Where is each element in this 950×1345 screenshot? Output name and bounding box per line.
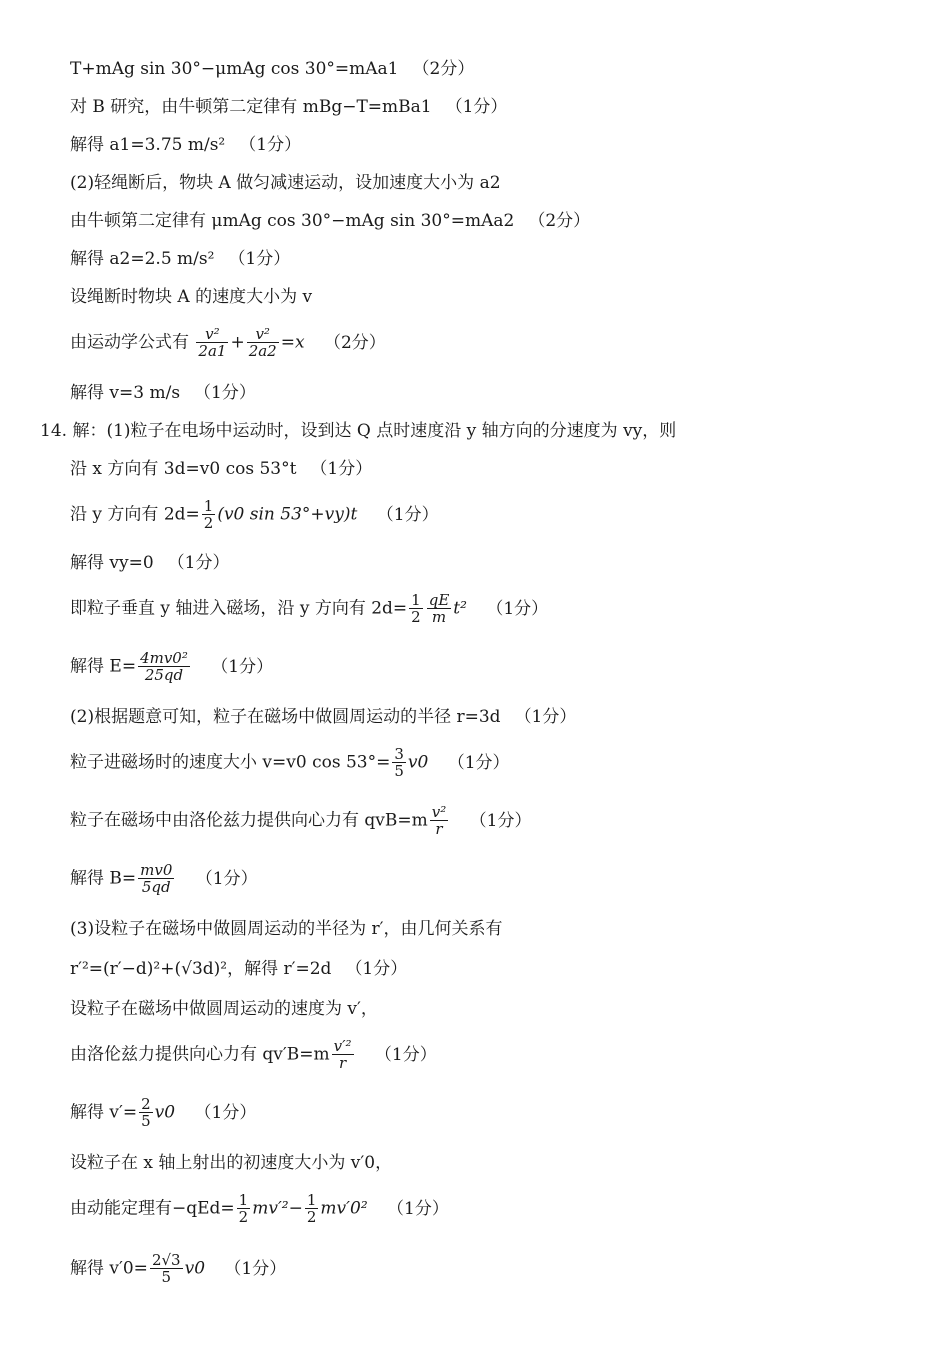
equation-line-a2: 由牛顿第二定律有 μmAg cos 30°−mAg sin 30°=mAa2 （2分） [70,211,591,231]
fraction-kin1: $\frac{\text{v²}}{2a1}$ [198,325,227,360]
fraction-half: $\frac{1}{2}$ [238,1191,249,1226]
part2-radius: (2)根据题意可知，粒子在磁场中做圆周运动的半径 r=3d （1分） [70,707,577,727]
score-label: （1分） [374,1044,437,1065]
score-label: （1分） [194,383,256,403]
part3-intro: (3)设粒子在磁场中做圆周运动的半径为 r′，由几何关系有 [70,919,503,939]
score-label: （1分） [224,1258,287,1279]
part2-intro: (2)轻绳断后，物块 A 做匀减速运动，设加速度大小为 a2 [70,173,501,193]
energy-theorem-line: 由动能定理有−qEd= $\frac{1}{2}$ mv′²− $\frac{1}{2}$ mv′0² （1分） [70,1191,449,1226]
result-vy: 解得 vy=0 （1分） [70,553,230,573]
score-label: （1分） [194,1102,257,1123]
score-label: （1分） [228,249,291,269]
set-v0-prime: 设粒子在 x 轴上射出的初速度大小为 v′0， [70,1153,393,1173]
x-direction-line: 沿 x 方向有 3d=v0 cos 53°t （1分） [70,459,373,479]
result-v-prime: 解得 v′= $\frac{2}{5}$ v0 （1分） [70,1095,257,1130]
score-label: （1分） [310,459,373,479]
fraction-kin2: $\frac{\text{v²}}{2a2}$ [248,325,277,360]
result-v0-prime: 解得 v′0= $\frac{2√3}{5}$ v0 （1分） [70,1251,287,1286]
score-label: （1分） [239,135,302,155]
equation-line-2: 对 B 研究，由牛顿第二定律有 mBg−T=mBa1 （1分） [70,97,508,117]
score-label: （1分） [345,959,408,979]
enter-field-line: 即粒子垂直 y 轴进入磁场，沿 y 方向有 2d= $\frac{1}{2}$ $\frac{qE}{m}$ t² （1分） [70,591,549,626]
fraction-half: $\frac{1}{2}$ [411,591,421,626]
score-label: （1分） [211,656,274,677]
fraction-qe-over-m: $\frac{qE}{m}$ [428,591,450,626]
fraction-E: $\frac{\text{4mv0²}}{25qd}$ [140,649,188,684]
score-label: （1分） [514,707,577,727]
kinematics-line: 由运动学公式有 $\frac{\text{v²}}{2a1}$ + $\frac{\text{v²}}{2a2}$ =x （2分） [70,325,386,360]
score-label: （1分） [445,97,508,117]
score-label: （1分） [167,553,230,573]
fraction-half: $\frac{1}{2}$ [306,1191,317,1226]
fraction-v0-prime: $\frac{2√3}{5}$ [151,1251,181,1286]
fraction-B: $\frac{mv0}{5qd}$ [140,861,173,896]
result-v: 解得 v=3 m/s （1分） [70,383,256,403]
score-label: （2分） [412,59,475,79]
score-label: （1分） [486,598,549,619]
fraction-v2-over-r: $\frac{\text{v²}}{r}$ [431,803,447,838]
score-label: （1分） [387,1198,449,1219]
lorentz-line: 粒子在磁场中由洛伦兹力提供向心力有 qvB=m $\frac{\text{v²}}{r}$ （1分） [70,803,532,838]
result-E: 解得 E= $\frac{\text{4mv0²}}{25qd}$ （1分） [70,649,274,684]
equation-line-1: T+mAg sin 30°−μmAg cos 30°=mAa1 （2分） [70,59,475,79]
score-label: （1分） [469,810,532,831]
fraction-three-fifths: $\frac{3}{5}$ [394,745,404,780]
score-label: （1分） [376,504,439,525]
score-label: （1分） [447,752,510,773]
result-B: 解得 B= $\frac{mv0}{5qd}$ （1分） [70,861,258,896]
set-v-line: 设绳断时物块 A 的速度大小为 v [70,287,313,307]
fraction-two-fifths: $\frac{2}{5}$ [141,1095,151,1130]
geometry-line: r′²=(r′−d)²+(√3d)²，解得 r′=2d （1分） [70,959,408,979]
fraction-vp2-over-r: $\frac{\text{v′²}}{r}$ [333,1037,352,1072]
question-14-intro: 14. 解：(1)粒子在电场中运动时，设到达 Q 点时速度沿 y 轴方向的分速度为 vy，则 [40,421,677,441]
score-label: （2分） [323,332,386,353]
score-label: （2分） [528,211,591,231]
result-a2: 解得 a2=2.5 m/s² （1分） [70,249,291,269]
fraction-half: $\frac{1}{2}$ [203,497,214,532]
result-a1: 解得 a1=3.75 m/s² （1分） [70,135,302,155]
score-label: （1分） [195,868,258,889]
lorentz-prime-line: 由洛伦兹力提供向心力有 qv′B=m $\frac{\text{v′²}}{r}$ （1分） [70,1037,437,1072]
entry-velocity-line: 粒子进磁场时的速度大小 v=v0 cos 53°= $\frac{3}{5}$ v0 （1分） [70,745,510,780]
set-v-prime: 设粒子在磁场中做圆周运动的速度为 v′， [70,999,378,1019]
y-direction-line: 沿 y 方向有 2d= $\frac{1}{2}$ (v0 sin 53°+vy)t （1分） [70,497,439,532]
